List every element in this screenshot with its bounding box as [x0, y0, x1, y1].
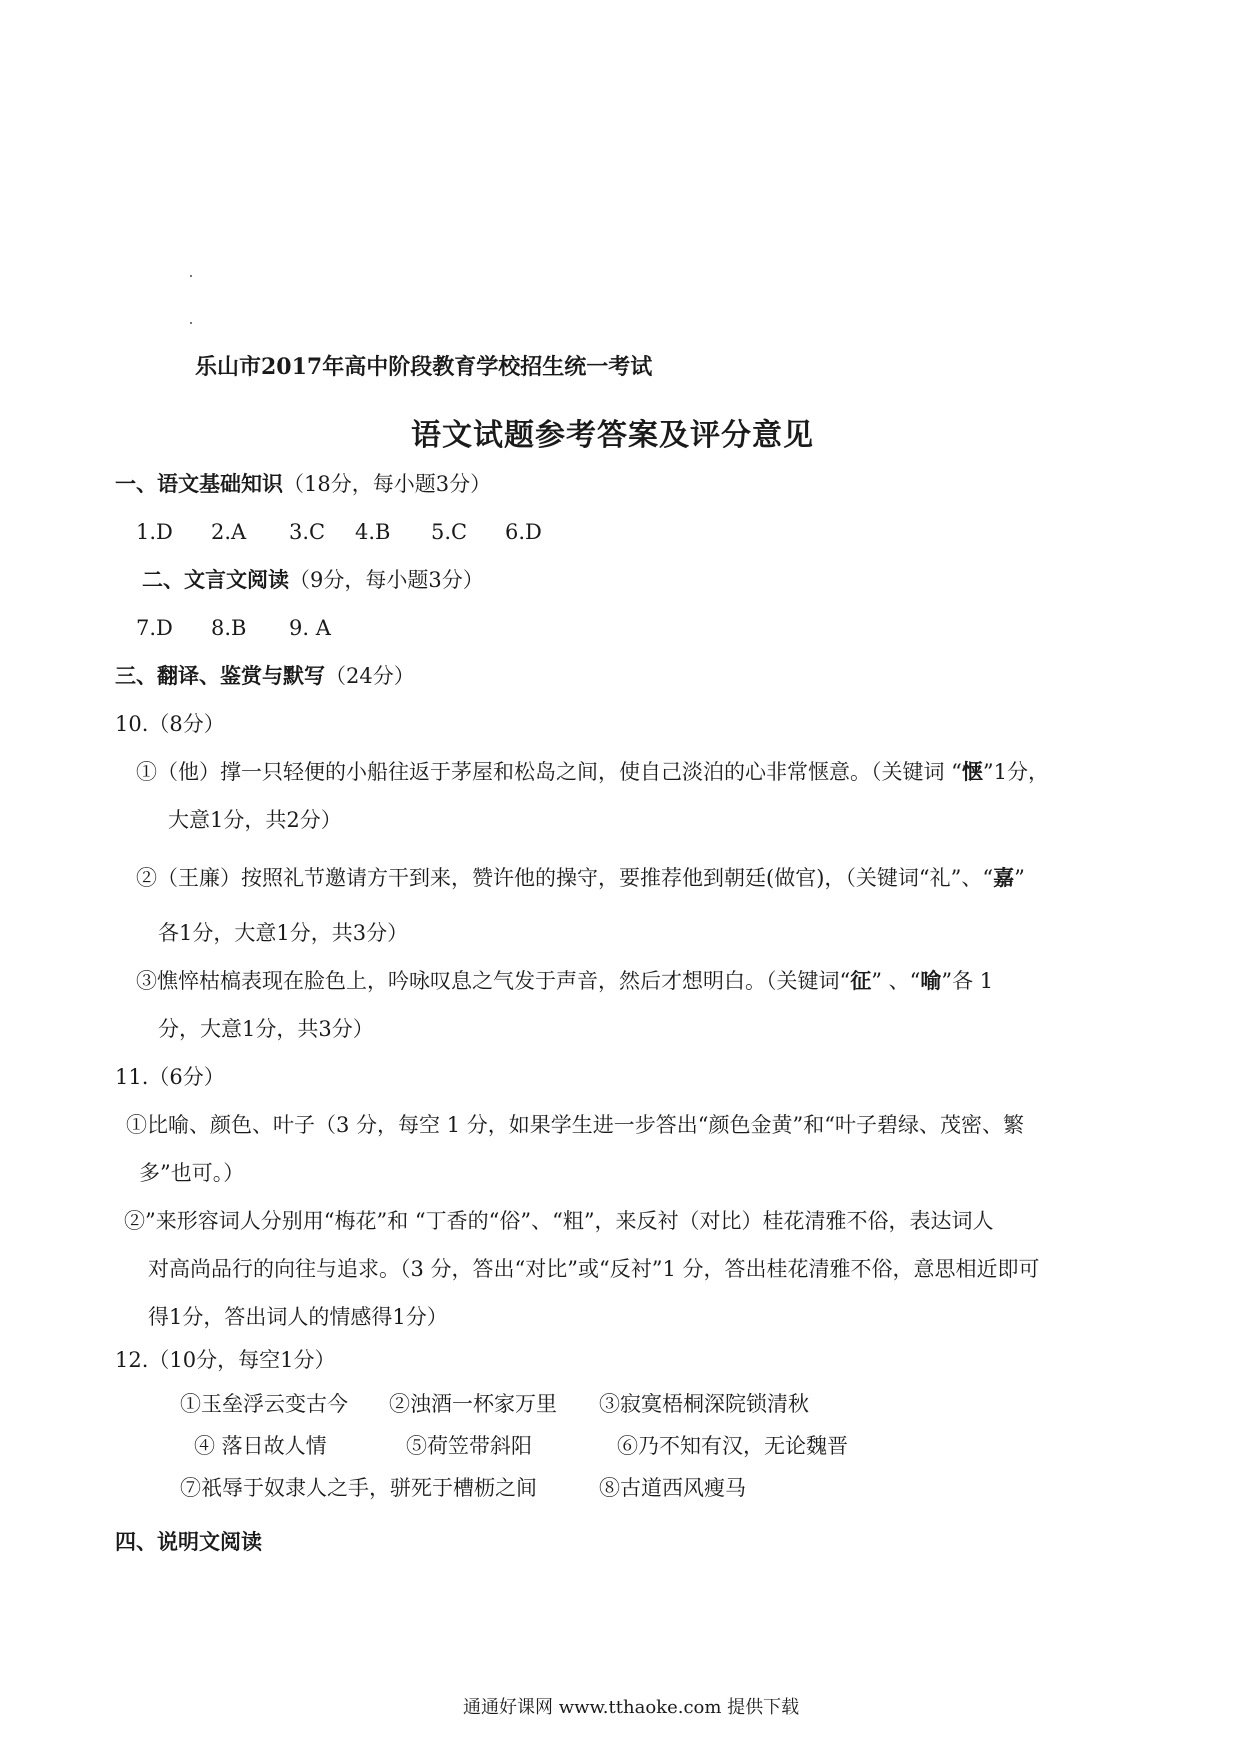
q12-answer: ⑥乃不知有汉，无论魏晋	[617, 1434, 848, 1458]
q12-answer: ⑧古道西风瘦马	[599, 1476, 746, 1500]
q10-answer-1-line-1	[136, 758, 1049, 786]
q10-answer-2-text-end: ”	[1014, 866, 1025, 890]
page-title: 语文试题参考答案及评分意见	[411, 418, 814, 453]
section-1-answer: 5.C	[431, 520, 468, 544]
section-1-note: （18分，每小题3分）	[283, 472, 492, 496]
q11-answer-1-line-2: 多”也可。）	[139, 1161, 245, 1185]
q11-answer-2-line-3: 得1分，答出词人的情感得1分）	[148, 1305, 448, 1329]
section-3-note: （24分）	[325, 664, 415, 688]
q10-answer-1-text: ①（他）撑一只轻便的小船往返于茅屋和松岛之间，使自己淡泊的心非常惬意。（关键词 “	[136, 760, 962, 784]
q12-label: 12.（10分，每空1分）	[115, 1348, 336, 1372]
section-1-answer: 3.C	[289, 520, 326, 544]
q10-answer-3-text-mid: ” 、“	[871, 969, 921, 993]
section-2-note: （9分，每小题3分）	[289, 568, 484, 592]
q12-answer: ⑦祇辱于奴隶人之手，骈死于槽枥之间	[180, 1476, 537, 1500]
keyword: 喻	[920, 968, 942, 993]
q12-answer: ④ 落日故人情	[194, 1434, 327, 1458]
q10-answer-3-line-2: 分，大意1分，共3分）	[158, 1017, 374, 1041]
scan-speck	[190, 275, 192, 277]
section-2-answer: 7.D	[136, 616, 173, 640]
section-3-header	[115, 662, 415, 690]
q10-answer-3-text: ③憔悴枯槁表现在脸色上，吟咏叹息之气发于声音，然后才想明白。（关键词“	[136, 969, 851, 993]
section-1-heading: 一、语文基础知识	[115, 471, 283, 496]
section-2-answer: 8.B	[211, 616, 247, 640]
q10-answer-2-text: ②（王廉）按照礼节邀请方干到来，赞许他的操守，要推荐他到朝廷(做官)，（关键词“礼”、“	[136, 866, 994, 890]
keyword: 惬	[961, 759, 983, 784]
keyword: 嘉	[993, 865, 1015, 890]
q10-answer-3-line-1	[136, 967, 993, 995]
keyword: 征	[850, 968, 872, 993]
exam-subtitle: 乐山市2017年高中阶段教育学校招生统一考试	[195, 354, 653, 380]
q10-answer-1-line-2: 大意1分，共2分）	[168, 808, 342, 832]
q12-answer: ②浊酒一杯家万里	[389, 1392, 557, 1416]
section-1-answer: 1.D	[136, 520, 173, 544]
section-1-answer: 6.D	[505, 520, 542, 544]
q10-answer-2-line-2: 各1分，大意1分，共3分）	[158, 921, 409, 945]
section-4-heading: 四、说明文阅读	[115, 1529, 262, 1554]
section-2-answer: 9. A	[289, 616, 331, 640]
q11-answer-1-line-1: ①比喻、颜色、叶子（3 分，每空 1 分，如果学生进一步答出“颜色金黄”和“叶子碧绿、茂密、繁	[126, 1113, 1024, 1137]
section-1-answer: 2.A	[211, 520, 247, 544]
section-2-header	[142, 566, 484, 594]
scan-speck	[190, 322, 192, 324]
q11-answer-2-line-1: ②”来形容词人分别用“梅花”和 “丁香的“俗”、“粗”，来反衬（对比）桂花清雅不俗，表达词人	[124, 1209, 994, 1233]
q10-label: 10.（8分）	[115, 712, 225, 736]
q10-answer-3-text-end: ”各 1	[941, 969, 994, 993]
section-1-answer: 4.B	[355, 520, 391, 544]
q11-label: 11.（6分）	[115, 1065, 225, 1089]
section-2-heading: 二、文言文阅读	[142, 567, 289, 592]
section-1-header	[115, 470, 491, 498]
footer-credit: 通通好课网 www.tthaoke.com 提供下载	[463, 1697, 800, 1718]
section-3-heading: 三、翻译、鉴赏与默写	[115, 663, 325, 688]
q11-answer-2-line-2: 对高尚品行的向往与追求。（3 分，答出“对比”或“反衬”1 分，答出桂花清雅不俗，意思相近即可	[148, 1257, 1040, 1281]
q12-answer: ③寂寞梧桐深院锁清秋	[599, 1392, 809, 1416]
q10-answer-2-line-1	[136, 864, 1025, 892]
q12-answer: ①玉垒浮云变古今	[180, 1392, 348, 1416]
q10-answer-1-text-end: ”1分，	[982, 760, 1050, 784]
q12-answer: ⑤荷笠带斜阳	[406, 1434, 532, 1458]
